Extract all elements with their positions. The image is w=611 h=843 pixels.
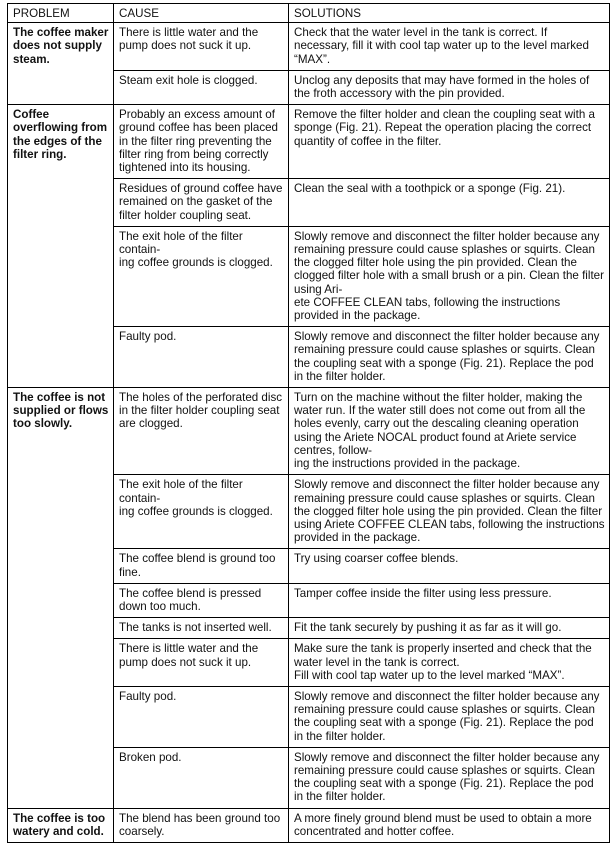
solution-cell: Unclog any deposits that may have formed in the holes of the froth accessory with the pin provided. [289, 70, 610, 104]
header-cause: CAUSE [114, 4, 289, 23]
table-row [8, 23, 610, 71]
troubleshooting-table [7, 3, 610, 843]
problem-cell: The coffee is not supplied or flows too slowly. [8, 388, 114, 808]
solution-cell: Slowly remove and disconnect the filter holder because any remaining pressure could cause splashes or squirts. Clean the coupling seat with a sponge (Fig. 21). Replace the pod in the filter holder. [289, 747, 610, 808]
problem-cell: The coffee maker does not supply steam. [8, 23, 114, 105]
problem-cell: The coffee is too watery and cold. [8, 808, 114, 842]
cause-cell: There is little water and the pump does not suck it up. [114, 639, 289, 687]
table-row [8, 808, 610, 842]
solution-cell: Make sure the tank is properly inserted and check that the water level in the tank is correct. Fill with cool tap water up to the level marked “MAX”. [289, 639, 610, 687]
solution-cell: Remove the filter holder and clean the coupling seat with a sponge (Fig. 21). Repeat the operation placing the correct quantity of coffee in the filter. [289, 105, 610, 179]
cause-cell: Broken pod. [114, 747, 289, 808]
solution-cell: Slowly remove and disconnect the filter holder because any remaining pressure could cause splashes or squirts. Clean the clogged filter hole using the pin provided. Clean the clogged filter hole with a small brush or a pin. Clean the filter using Ari- ete COFFEE CLEAN tabs, following the instructions provided in the package. [289, 226, 610, 326]
solution-cell: Slowly remove and disconnect the filter holder because any remaining pressure could cause splashes or squirts. Clean the clogged filter hole using the pin provided. Clean the filter using Ariete COFFEE CLEAN tabs, following the instructions provided in the package. [289, 475, 610, 549]
cause-cell: Faulty pod. [114, 327, 289, 388]
solution-cell: Try using coarser coffee blends. [289, 549, 610, 583]
cause-cell: Faulty pod. [114, 686, 289, 747]
solution-cell: Check that the water level in the tank is correct. If necessary, fill it with cool tap water up to the level marked “MAX”. [289, 23, 610, 71]
solution-cell: Turn on the machine without the filter holder, making the water run. If the water still does not come out from all the holes evenly, carry out the descaling cleaning operation using the Ariete NOCAL product found at Ariete service centres, follow- ing the instructions provided in the package. [289, 388, 610, 475]
cause-cell: The coffee blend is ground too fine. [114, 549, 289, 583]
cause-cell: Steam exit hole is clogged. [114, 70, 289, 104]
solution-cell: Slowly remove and disconnect the filter holder because any remaining pressure could cause splashes or squirts. Clean the coupling seat with a sponge (Fig. 21). Replace the pod in the filter holder. [289, 686, 610, 747]
cause-cell: There is little water and the pump does not suck it up. [114, 23, 289, 71]
cause-cell: The tanks is not inserted well. [114, 618, 289, 639]
troubleshooting-document [7, 3, 609, 843]
problem-cell: Coffee overflowing from the edges of the filter ring. [8, 105, 114, 388]
cause-cell: Residues of ground coffee have remained on the gasket of the filter holder coupling seat. [114, 179, 289, 227]
solution-cell: Tamper coffee inside the filter using less pressure. [289, 583, 610, 617]
cause-cell: The exit hole of the filter contain- ing coffee grounds is clogged. [114, 475, 289, 549]
cause-cell: The holes of the perforated disc in the filter holder coupling seat are clogged. [114, 388, 289, 475]
solution-cell: A more finely ground blend must be used to obtain a more concentrated and hotter coffee. [289, 808, 610, 842]
cause-cell: Probably an excess amount of ground coffee has been placed in the filter ring preventing the filter ring from being correctly tightened into its housing. [114, 105, 289, 179]
table-body [8, 23, 610, 843]
cause-cell: The exit hole of the filter contain- ing coffee grounds is clogged. [114, 226, 289, 326]
table-row [8, 105, 610, 179]
header-problem: PROBLEM [8, 4, 114, 23]
table-row [8, 388, 610, 475]
solution-cell: Fit the tank securely by pushing it as far as it will go. [289, 618, 610, 639]
cause-cell: The coffee blend is pressed down too much. [114, 583, 289, 617]
cause-cell: The blend has been ground too coarsely. [114, 808, 289, 842]
header-row [8, 4, 610, 23]
solution-cell: Slowly remove and disconnect the filter holder because any remaining pressure could cause splashes or squirts. Clean the coupling seat with a sponge (Fig. 21). Replace the pod in the filter holder. [289, 327, 610, 388]
solution-cell: Clean the seal with a toothpick or a sponge (Fig. 21). [289, 179, 610, 227]
header-solutions: SOLUTIONS [289, 4, 610, 23]
